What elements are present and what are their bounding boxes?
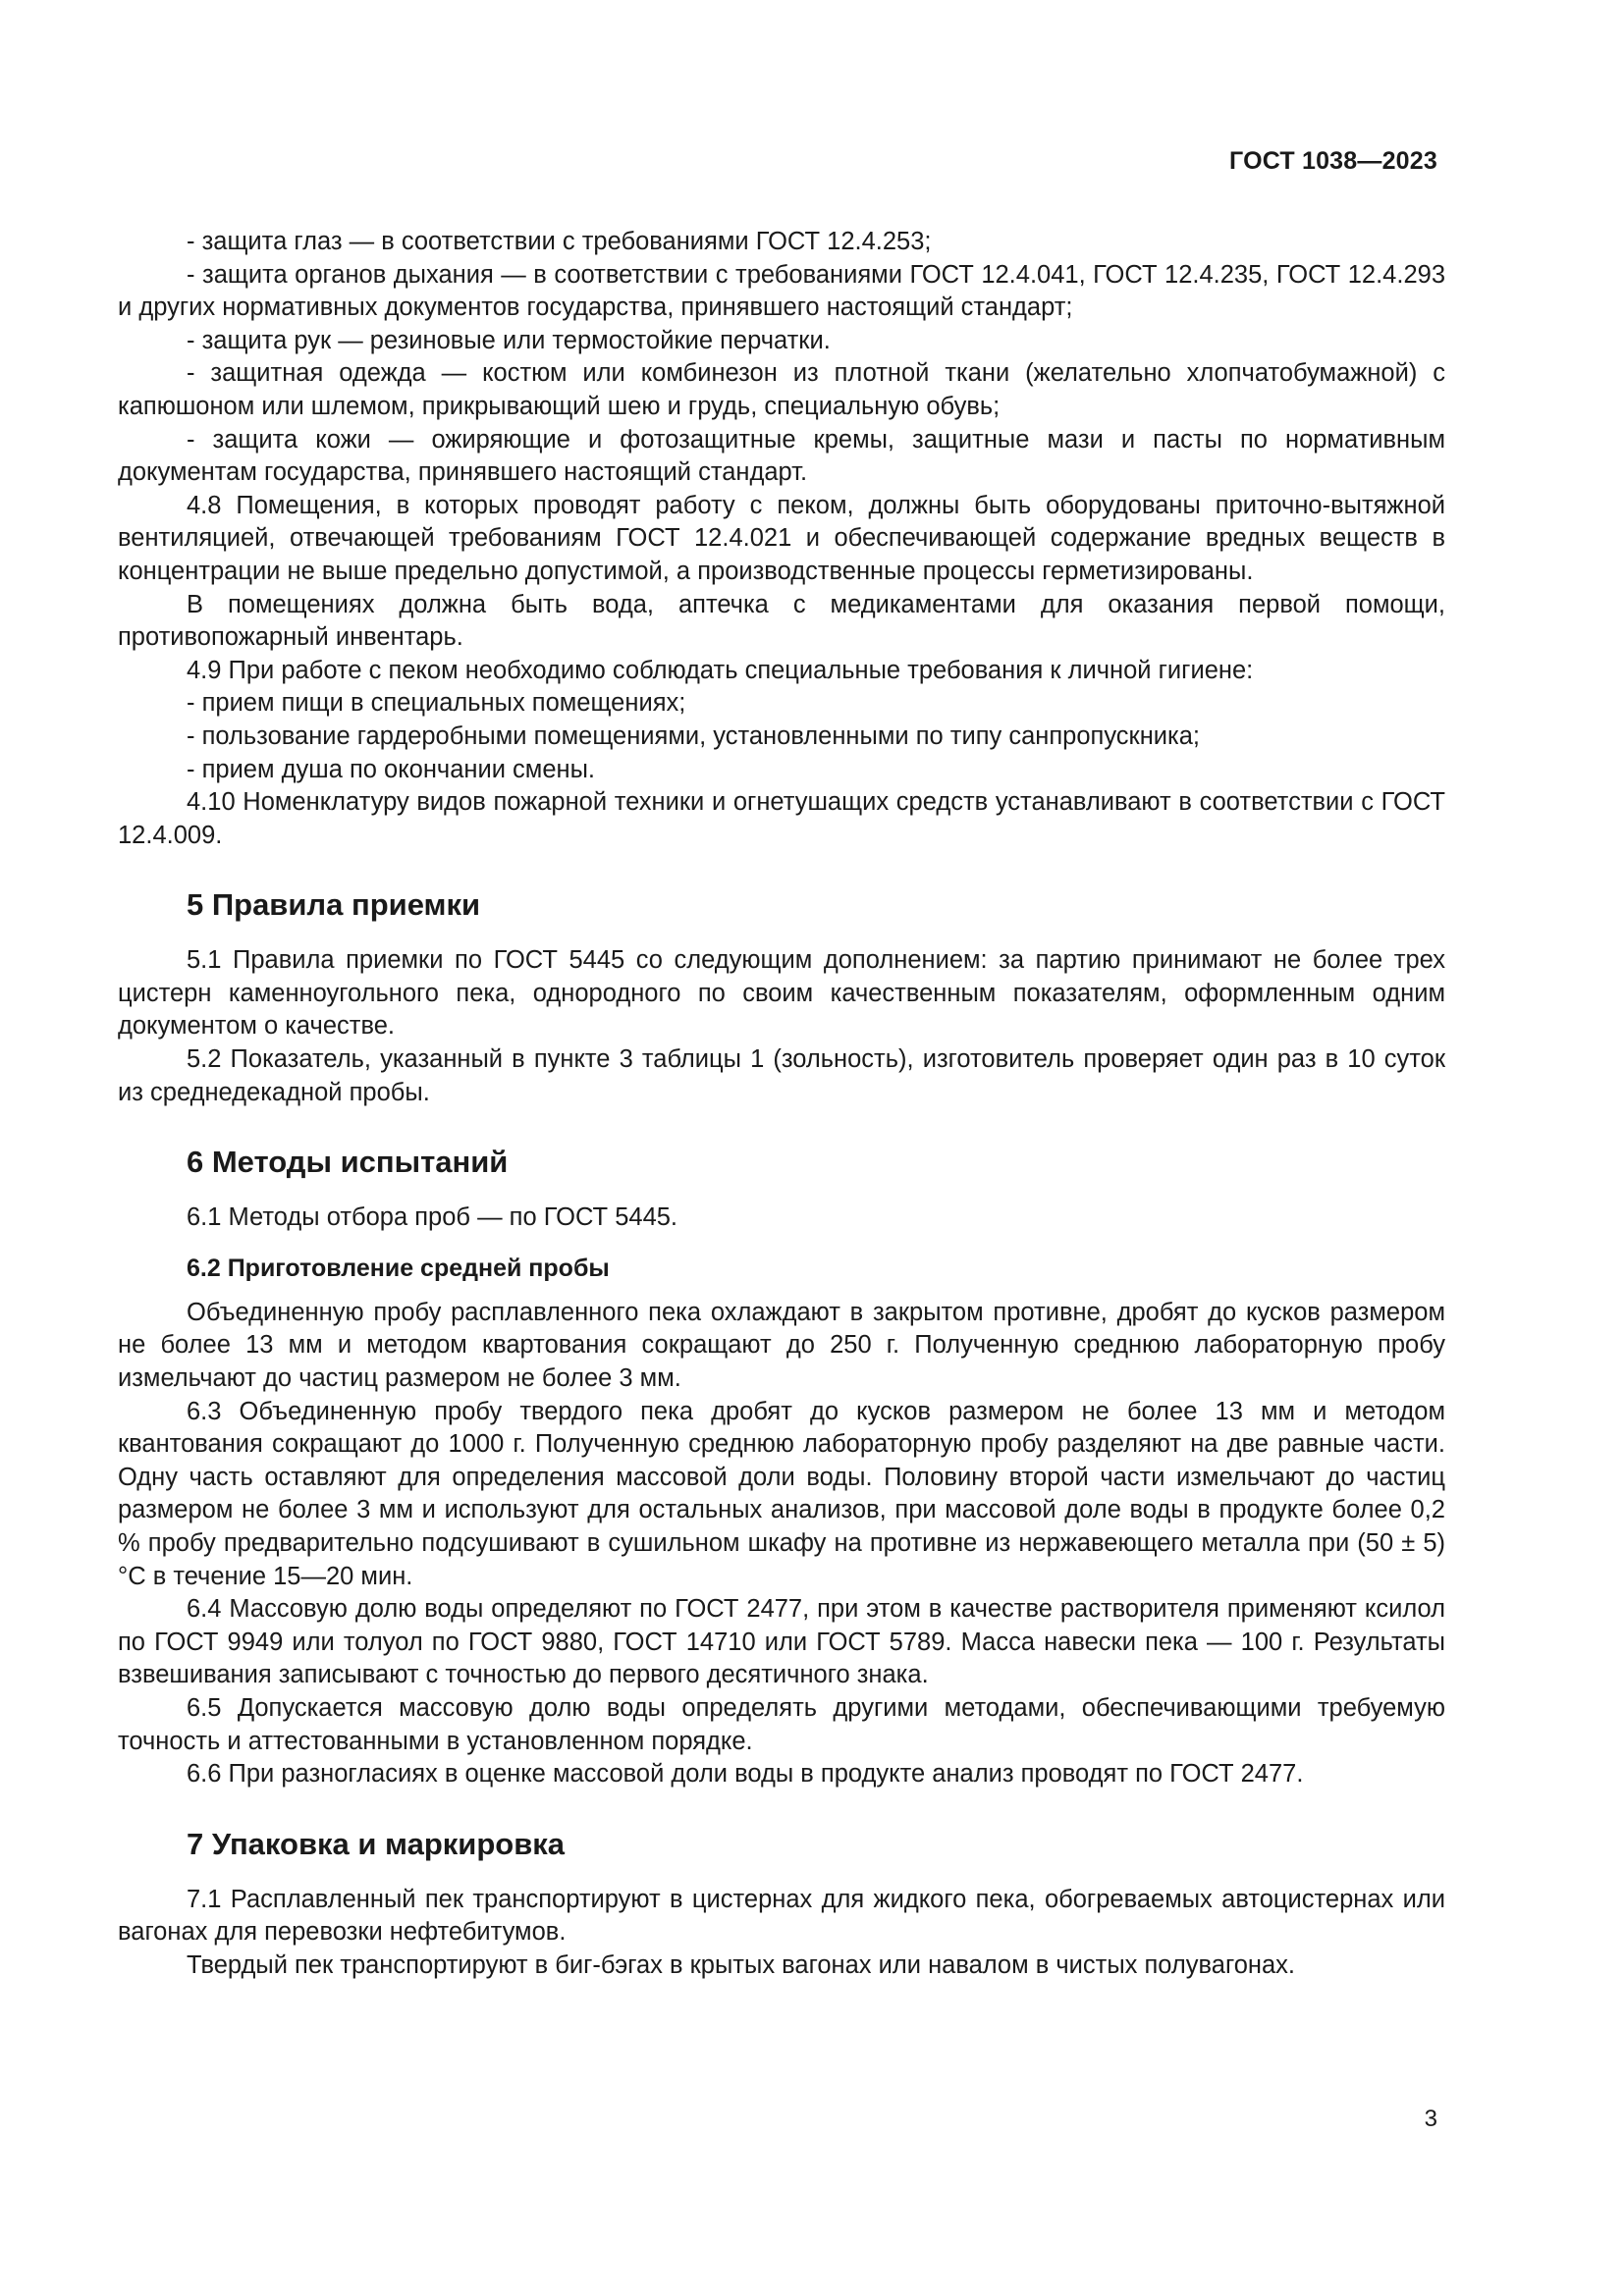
paragraph: - защита органов дыхания — в соответствии с требованиями ГОСТ 12.4.041, ГОСТ 12.4.235, ГОСТ 12.4.293 и других нормативных документов государства, принявшего настоящий стандарт; bbox=[118, 260, 1445, 322]
paragraph: 6.3 Объединенную пробу твердого пека дробят до кусков размером не более 13 мм и методом квантования сокращают до 1000 г. Полученную среднюю лабораторную пробу разделяют на две равные части. Одну часть оставляют для определения массовой доли воды. Половину второй части измельчают до частиц размером не более 3 мм и используют для остальных анализов, при массовой доле воды в продукте более 0,2 % пробу предварительно подсушивают в сушильном шкафу на противне из нержавеющего металла при (50 ± 5) °С в течение 15—20 мин. bbox=[118, 1397, 1445, 1590]
page-number: 3 bbox=[1424, 2106, 1437, 2132]
paragraph: 5.2 Показатель, указанный в пункте 3 таблицы 1 (зольность), изготовитель проверяет один раз в 10 суток из среднедекадной пробы. bbox=[118, 1045, 1445, 1106]
paragraph: 5.1 Правила приемки по ГОСТ 5445 со следующим дополнением: за партию принимают не более трех цистерн каменноугольного пека, однородного по своим качественным показателям, оформленным одним документом о качестве. bbox=[118, 946, 1445, 1041]
paragraph: 6.1 Методы отбора проб — по ГОСТ 5445. bbox=[187, 1203, 678, 1232]
paragraph: - прием душа по окончании смены. bbox=[187, 755, 596, 783]
paragraph: Объединенную пробу расплавленного пека охлаждают в закрытом противне, дробят до кусков размером не более 13 мм и методом квартования сокращают до 250 г. Полученную среднюю лабораторную пробу измельчают до частиц размером не более 3 мм. bbox=[118, 1298, 1445, 1393]
paragraph: 6.4 Массовую долю воды определяют по ГОСТ 2477, при этом в качестве растворителя применяют ксилол по ГОСТ 9949 или толуол по ГОСТ 9880, ГОСТ 14710 или ГОСТ 5789. Масса навески пека — 100 г. Результаты взвешивания записывают с точностью до первого десятичного знака. bbox=[118, 1595, 1445, 1689]
paragraph: - защита глаз — в соответствии с требованиями ГОСТ 12.4.253; bbox=[187, 228, 932, 255]
paragraph: - защитная одежда — костюм или комбинезон из плотной ткани (желательно хлопчатобумажной) с капюшоном или шлемом, прикрывающий шею и грудь, специальную обувь; bbox=[118, 359, 1445, 420]
paragraph: - защита рук — резиновые или термостойкие перчатки. bbox=[187, 326, 831, 354]
paragraph: 4.9 При работе с пеком необходимо соблюдать специальные требования к личной гигиене: bbox=[187, 656, 1254, 684]
paragraph: 4.10 Номенклатуру видов пожарной техники и огнетушащих средств устанавливают в соответствии с ГОСТ 12.4.009. bbox=[118, 788, 1445, 849]
paragraph: 6.5 Допускается массовую долю воды определять другими методами, обеспечивающими требуемую точность и аттестованными в установленном порядке. bbox=[118, 1693, 1445, 1755]
paragraph: Твердый пек транспортируют в биг-бэгах в крытых вагонах или навалом в чистых полувагонах. bbox=[187, 1950, 1296, 1979]
section-heading: 5 Правила приемки bbox=[187, 887, 481, 923]
document-id-header: ГОСТ 1038—2023 bbox=[1229, 147, 1437, 175]
paragraph: - защита кожи — ожиряющие и фотозащитные кремы, защитные мази и пасты по нормативным документам государства, принявшего настоящий стандарт. bbox=[118, 425, 1445, 487]
paragraph: 4.8 Помещения, в которых проводят работу с пеком, должны быть оборудованы приточно-вытяжной вентиляцией, отвечающей требованиям ГОСТ 12.4.021 и обеспечивающей содержание вредных веществ в концентрации не выше предельно допустимой, а производственные процессы герметизированы. bbox=[118, 491, 1445, 585]
section-heading: 6 Методы испытаний bbox=[187, 1145, 509, 1180]
subsection-heading: 6.2 Приготовление средней пробы bbox=[187, 1254, 610, 1282]
document-body bbox=[118, 226, 1445, 1983]
paragraph: - пользование гардеробными помещениями, установленными по типу санпропускника; bbox=[187, 721, 1201, 750]
paragraph: 7.1 Расплавленный пек транспортируют в цистернах для жидкого пека, обогреваемых автоцистернах или вагонах для перевозки нефтебитумов. bbox=[118, 1885, 1445, 1947]
paragraph: В помещениях должна быть вода, аптечка с медикаментами для оказания первой помощи, противопожарный инвентарь. bbox=[118, 590, 1445, 652]
paragraph: 6.6 При разногласиях в оценке массовой доли воды в продукте анализ проводят по ГОСТ 2477. bbox=[187, 1760, 1304, 1789]
paragraph: - прием пищи в специальных помещениях; bbox=[187, 689, 686, 718]
section-heading: 7 Упаковка и маркировка bbox=[187, 1826, 566, 1861]
